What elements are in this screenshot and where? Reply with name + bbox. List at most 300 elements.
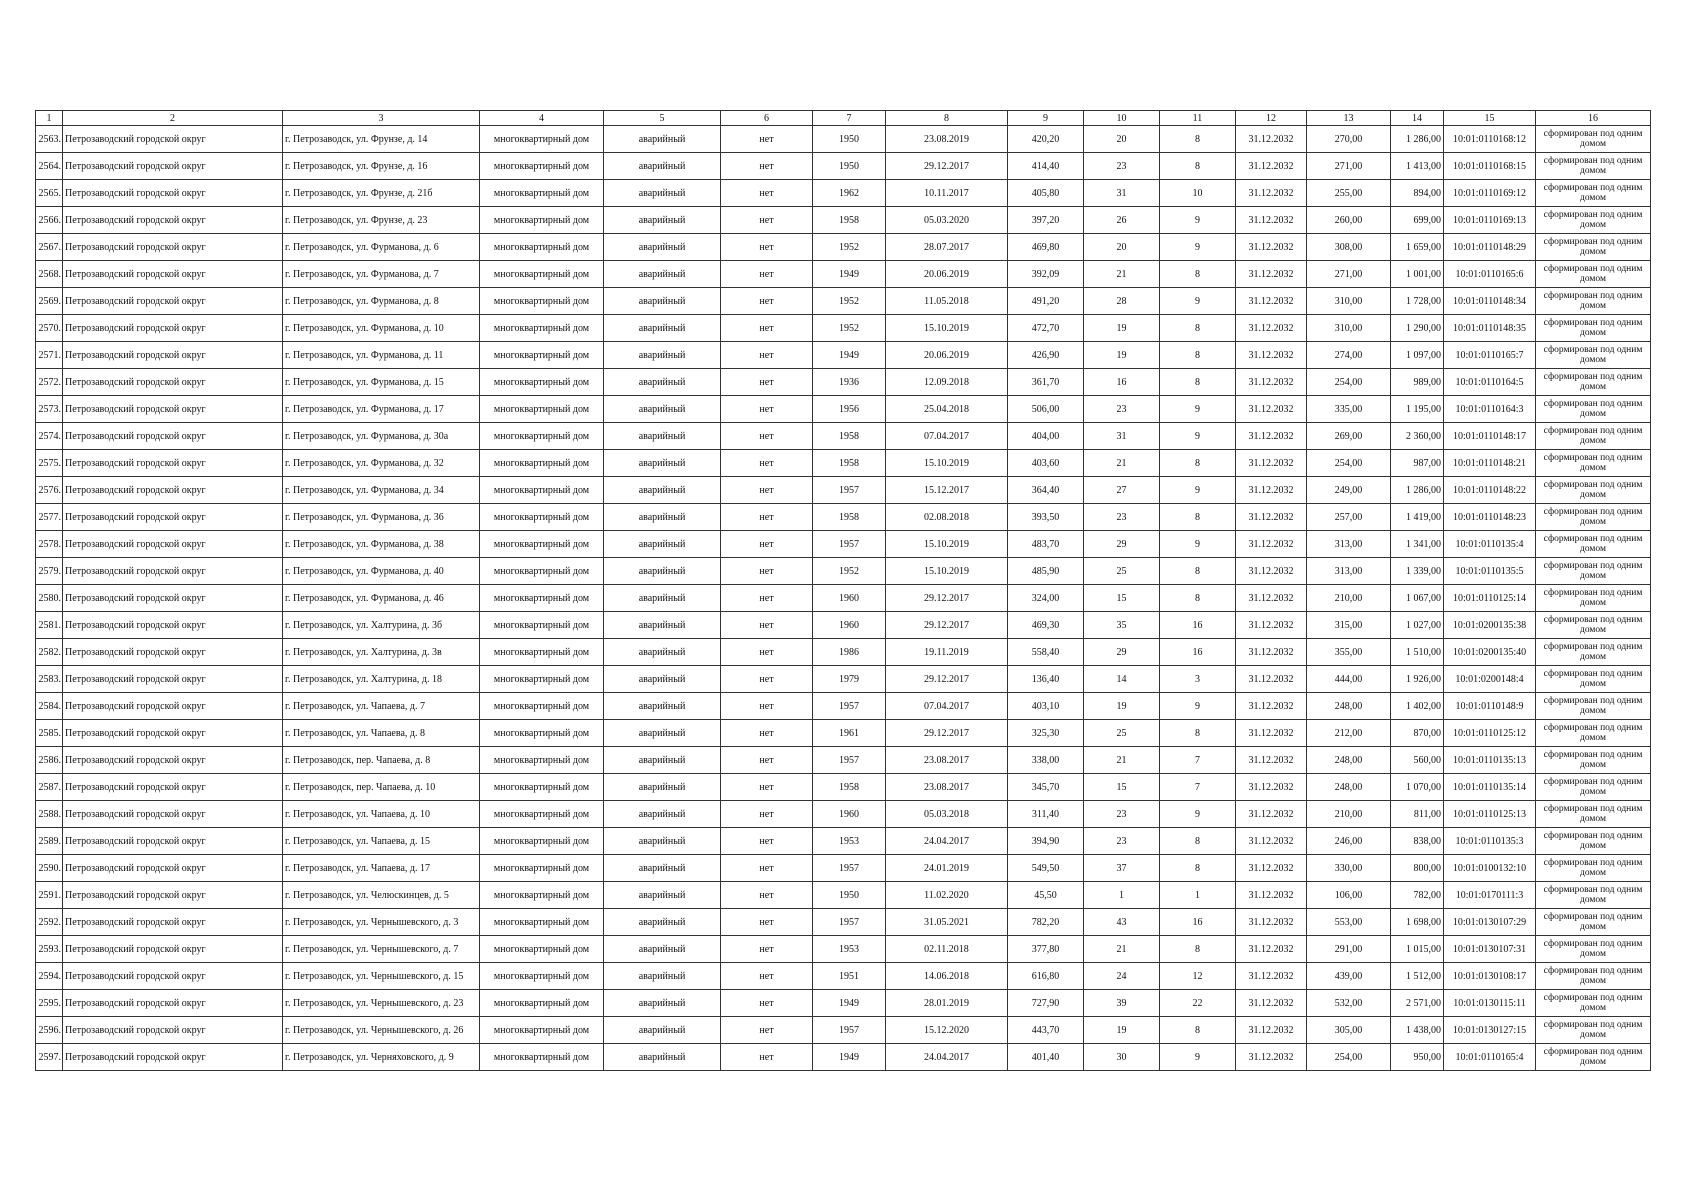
- table-cell-col-4: многоквартирный дом: [480, 153, 604, 180]
- table-cell-col-13: 249,00: [1307, 477, 1391, 504]
- table-cell-col-14: 800,00: [1391, 855, 1444, 882]
- table-cell-col-14: 989,00: [1391, 369, 1444, 396]
- table-cell-col-1: 2572.: [36, 369, 63, 396]
- table-cell-col-4: многоквартирный дом: [480, 990, 604, 1017]
- table-cell-col-5: аварийный: [604, 180, 721, 207]
- table-cell-col-10: 28: [1084, 288, 1160, 315]
- table-cell-col-3: г. Петрозаводск, ул. Чернышевского, д. 26: [283, 1017, 480, 1044]
- table-cell-col-3: г. Петрозаводск, ул. Фурманова, д. 36: [283, 504, 480, 531]
- column-header-2: 2: [63, 111, 283, 126]
- table-cell-col-7: 1958: [813, 504, 886, 531]
- table-cell-col-3: г. Петрозаводск, ул. Челюскинцев, д. 5: [283, 882, 480, 909]
- table-cell-col-13: 248,00: [1307, 747, 1391, 774]
- table-cell-col-2: Петрозаводский городской округ: [63, 126, 283, 153]
- table-cell-col-16: сформирован под одним домом: [1536, 288, 1651, 315]
- table-row: [36, 882, 1651, 909]
- table-cell-col-1: 2593.: [36, 936, 63, 963]
- table-cell-col-16: сформирован под одним домом: [1536, 126, 1651, 153]
- table-cell-col-11: 8: [1160, 720, 1236, 747]
- table-cell-col-11: 9: [1160, 288, 1236, 315]
- table-cell-col-16: сформирован под одним домом: [1536, 342, 1651, 369]
- table-cell-col-12: 31.12.2032: [1236, 423, 1307, 450]
- table-cell-col-10: 31: [1084, 180, 1160, 207]
- table-cell-col-3: г. Петрозаводск, ул. Фрунзе, д. 16: [283, 153, 480, 180]
- table-cell-col-11: 8: [1160, 828, 1236, 855]
- table-cell-col-11: 8: [1160, 126, 1236, 153]
- table-cell-col-3: г. Петрозаводск, ул. Фурманова, д. 38: [283, 531, 480, 558]
- table-cell-col-15: 10:01:0110165:7: [1444, 342, 1536, 369]
- table-row: [36, 207, 1651, 234]
- table-cell-col-1: 2568.: [36, 261, 63, 288]
- table-cell-col-14: 1 286,00: [1391, 126, 1444, 153]
- table-cell-col-4: многоквартирный дом: [480, 828, 604, 855]
- table-cell-col-9: 45,50: [1008, 882, 1084, 909]
- table-cell-col-12: 31.12.2032: [1236, 126, 1307, 153]
- table-cell-col-3: г. Петрозаводск, ул. Чернышевского, д. 3: [283, 909, 480, 936]
- table-cell-col-10: 21: [1084, 747, 1160, 774]
- table-row: [36, 585, 1651, 612]
- table-cell-col-2: Петрозаводский городской округ: [63, 207, 283, 234]
- table-cell-col-13: 257,00: [1307, 504, 1391, 531]
- table-cell-col-9: 469,30: [1008, 612, 1084, 639]
- table-cell-col-9: 782,20: [1008, 909, 1084, 936]
- table-cell-col-2: Петрозаводский городской округ: [63, 855, 283, 882]
- table-cell-col-9: 403,10: [1008, 693, 1084, 720]
- column-header-11: 11: [1160, 111, 1236, 126]
- table-cell-col-7: 1960: [813, 612, 886, 639]
- table-cell-col-6: нет: [721, 369, 813, 396]
- table-cell-col-11: 8: [1160, 558, 1236, 585]
- table-cell-col-10: 23: [1084, 801, 1160, 828]
- table-cell-col-7: 1957: [813, 477, 886, 504]
- table-cell-col-1: 2586.: [36, 747, 63, 774]
- column-header-6: 6: [721, 111, 813, 126]
- table-cell-col-15: 10:01:0130107:31: [1444, 936, 1536, 963]
- table-cell-col-2: Петрозаводский городской округ: [63, 639, 283, 666]
- table-cell-col-7: 1957: [813, 747, 886, 774]
- table-cell-col-9: 485,90: [1008, 558, 1084, 585]
- table-cell-col-6: нет: [721, 1044, 813, 1071]
- table-cell-col-3: г. Петрозаводск, ул. Халтурина, д. 18: [283, 666, 480, 693]
- table-cell-col-1: 2566.: [36, 207, 63, 234]
- table-cell-col-12: 31.12.2032: [1236, 396, 1307, 423]
- table-cell-col-4: многоквартирный дом: [480, 585, 604, 612]
- table-cell-col-10: 31: [1084, 423, 1160, 450]
- table-cell-col-12: 31.12.2032: [1236, 666, 1307, 693]
- table-cell-col-13: 310,00: [1307, 315, 1391, 342]
- table-row: [36, 450, 1651, 477]
- table-cell-col-10: 20: [1084, 234, 1160, 261]
- table-cell-col-13: 532,00: [1307, 990, 1391, 1017]
- table-row: [36, 1044, 1651, 1071]
- table-cell-col-11: 12: [1160, 963, 1236, 990]
- table-cell-col-13: 210,00: [1307, 801, 1391, 828]
- table-row: [36, 747, 1651, 774]
- table-cell-col-12: 31.12.2032: [1236, 207, 1307, 234]
- table-cell-col-10: 21: [1084, 261, 1160, 288]
- table-cell-col-13: 254,00: [1307, 369, 1391, 396]
- table-row: [36, 639, 1651, 666]
- table-cell-col-3: г. Петрозаводск, ул. Чернышевского, д. 23: [283, 990, 480, 1017]
- table-cell-col-8: 29.12.2017: [886, 720, 1008, 747]
- table-cell-col-4: многоквартирный дом: [480, 396, 604, 423]
- table-cell-col-11: 8: [1160, 369, 1236, 396]
- table-cell-col-4: многоквартирный дом: [480, 1017, 604, 1044]
- table-cell-col-14: 1 698,00: [1391, 909, 1444, 936]
- table-cell-col-1: 2590.: [36, 855, 63, 882]
- table-cell-col-3: г. Петрозаводск, ул. Фурманова, д. 6: [283, 234, 480, 261]
- table-cell-col-14: 1 027,00: [1391, 612, 1444, 639]
- table-cell-col-7: 1953: [813, 936, 886, 963]
- table-cell-col-8: 05.03.2020: [886, 207, 1008, 234]
- table-cell-col-9: 397,20: [1008, 207, 1084, 234]
- table-cell-col-10: 25: [1084, 720, 1160, 747]
- table-cell-col-11: 1: [1160, 882, 1236, 909]
- table-cell-col-9: 324,00: [1008, 585, 1084, 612]
- table-cell-col-4: многоквартирный дом: [480, 261, 604, 288]
- table-cell-col-11: 8: [1160, 855, 1236, 882]
- table-cell-col-12: 31.12.2032: [1236, 936, 1307, 963]
- table-cell-col-4: многоквартирный дом: [480, 504, 604, 531]
- table-cell-col-2: Петрозаводский городской округ: [63, 450, 283, 477]
- table-cell-col-16: сформирован под одним домом: [1536, 855, 1651, 882]
- table-row: [36, 558, 1651, 585]
- table-cell-col-15: 10:01:0130115:11: [1444, 990, 1536, 1017]
- table-cell-col-12: 31.12.2032: [1236, 909, 1307, 936]
- table-cell-col-6: нет: [721, 153, 813, 180]
- table-cell-col-6: нет: [721, 342, 813, 369]
- table-cell-col-13: 313,00: [1307, 558, 1391, 585]
- table-cell-col-7: 1952: [813, 288, 886, 315]
- table-cell-col-15: 10:01:0110125:14: [1444, 585, 1536, 612]
- table-cell-col-12: 31.12.2032: [1236, 315, 1307, 342]
- table-cell-col-10: 23: [1084, 396, 1160, 423]
- table-cell-col-2: Петрозаводский городской округ: [63, 531, 283, 558]
- table-cell-col-16: сформирован под одним домом: [1536, 423, 1651, 450]
- table-cell-col-16: сформирован под одним домом: [1536, 1044, 1651, 1071]
- column-header-12: 12: [1236, 111, 1307, 126]
- table-cell-col-15: 10:01:0200135:38: [1444, 612, 1536, 639]
- table-cell-col-5: аварийный: [604, 1044, 721, 1071]
- table-row: [36, 126, 1651, 153]
- table-cell-col-15: 10:01:0110135:13: [1444, 747, 1536, 774]
- table-cell-col-4: многоквартирный дом: [480, 558, 604, 585]
- table-header: [36, 111, 1651, 126]
- table-cell-col-14: 1 926,00: [1391, 666, 1444, 693]
- table-cell-col-1: 2581.: [36, 612, 63, 639]
- table-cell-col-4: многоквартирный дом: [480, 666, 604, 693]
- table-cell-col-15: 10:01:0130127:15: [1444, 1017, 1536, 1044]
- table-cell-col-11: 8: [1160, 342, 1236, 369]
- table-cell-col-15: 10:01:0110148:29: [1444, 234, 1536, 261]
- table-cell-col-7: 1957: [813, 909, 886, 936]
- table-cell-col-6: нет: [721, 261, 813, 288]
- table-cell-col-11: 8: [1160, 936, 1236, 963]
- table-row: [36, 1017, 1651, 1044]
- table-row: [36, 774, 1651, 801]
- table-row: [36, 693, 1651, 720]
- table-cell-col-1: 2597.: [36, 1044, 63, 1071]
- table-cell-col-13: 248,00: [1307, 774, 1391, 801]
- table-cell-col-7: 1949: [813, 990, 886, 1017]
- table-cell-col-1: 2574.: [36, 423, 63, 450]
- table-cell-col-12: 31.12.2032: [1236, 477, 1307, 504]
- table-cell-col-3: г. Петрозаводск, ул. Фурманова, д. 32: [283, 450, 480, 477]
- table-cell-col-3: г. Петрозаводск, ул. Чернышевского, д. 7: [283, 936, 480, 963]
- table-cell-col-2: Петрозаводский городской округ: [63, 288, 283, 315]
- table-cell-col-15: 10:01:0110148:34: [1444, 288, 1536, 315]
- table-cell-col-14: 1 402,00: [1391, 693, 1444, 720]
- table-cell-col-7: 1950: [813, 126, 886, 153]
- table-cell-col-12: 31.12.2032: [1236, 693, 1307, 720]
- table-cell-col-5: аварийный: [604, 315, 721, 342]
- table-cell-col-3: г. Петрозаводск, ул. Халтурина, д. 3в: [283, 639, 480, 666]
- table-cell-col-7: 1960: [813, 801, 886, 828]
- table-cell-col-16: сформирован под одним домом: [1536, 801, 1651, 828]
- table-cell-col-12: 31.12.2032: [1236, 180, 1307, 207]
- table-cell-col-4: многоквартирный дом: [480, 747, 604, 774]
- table-cell-col-4: многоквартирный дом: [480, 909, 604, 936]
- table-cell-col-8: 29.12.2017: [886, 153, 1008, 180]
- table-cell-col-8: 15.10.2019: [886, 531, 1008, 558]
- table-cell-col-5: аварийный: [604, 558, 721, 585]
- table-cell-col-10: 29: [1084, 531, 1160, 558]
- table-cell-col-13: 444,00: [1307, 666, 1391, 693]
- table-cell-col-9: 394,90: [1008, 828, 1084, 855]
- table-cell-col-4: многоквартирный дом: [480, 855, 604, 882]
- table-cell-col-10: 19: [1084, 315, 1160, 342]
- table-cell-col-5: аварийный: [604, 990, 721, 1017]
- table-cell-col-6: нет: [721, 855, 813, 882]
- table-cell-col-5: аварийный: [604, 450, 721, 477]
- table-cell-col-11: 8: [1160, 315, 1236, 342]
- table-cell-col-3: г. Петрозаводск, пер. Чапаева, д. 8: [283, 747, 480, 774]
- table-cell-col-9: 483,70: [1008, 531, 1084, 558]
- table-cell-col-2: Петрозаводский городской округ: [63, 801, 283, 828]
- column-header-4: 4: [480, 111, 604, 126]
- table-cell-col-14: 838,00: [1391, 828, 1444, 855]
- table-cell-col-1: 2588.: [36, 801, 63, 828]
- table-cell-col-16: сформирован под одним домом: [1536, 1017, 1651, 1044]
- table-cell-col-4: многоквартирный дом: [480, 963, 604, 990]
- table-row: [36, 936, 1651, 963]
- table-cell-col-5: аварийный: [604, 234, 721, 261]
- table-cell-col-3: г. Петрозаводск, ул. Чапаева, д. 7: [283, 693, 480, 720]
- table-cell-col-14: 1 413,00: [1391, 153, 1444, 180]
- table-cell-col-6: нет: [721, 828, 813, 855]
- table-cell-col-14: 870,00: [1391, 720, 1444, 747]
- table-body: [36, 126, 1651, 1071]
- table-cell-col-8: 15.12.2017: [886, 477, 1008, 504]
- table-cell-col-2: Петрозаводский городской округ: [63, 234, 283, 261]
- table-cell-col-14: 2 360,00: [1391, 423, 1444, 450]
- table-cell-col-13: 274,00: [1307, 342, 1391, 369]
- table-cell-col-14: 1 438,00: [1391, 1017, 1444, 1044]
- table-cell-col-2: Петрозаводский городской округ: [63, 396, 283, 423]
- table-cell-col-16: сформирован под одним домом: [1536, 207, 1651, 234]
- table-cell-col-11: 8: [1160, 261, 1236, 288]
- table-cell-col-9: 404,00: [1008, 423, 1084, 450]
- table-cell-col-16: сформирован под одним домом: [1536, 963, 1651, 990]
- table-cell-col-13: 291,00: [1307, 936, 1391, 963]
- table-cell-col-7: 1958: [813, 207, 886, 234]
- table-cell-col-12: 31.12.2032: [1236, 558, 1307, 585]
- table-cell-col-2: Петрозаводский городской округ: [63, 558, 283, 585]
- table-cell-col-7: 1952: [813, 234, 886, 261]
- table-cell-col-2: Петрозаводский городской округ: [63, 1017, 283, 1044]
- table-cell-col-1: 2578.: [36, 531, 63, 558]
- table-cell-col-16: сформирован под одним домом: [1536, 153, 1651, 180]
- table-cell-col-16: сформирован под одним домом: [1536, 693, 1651, 720]
- table-cell-col-8: 28.07.2017: [886, 234, 1008, 261]
- table-cell-col-6: нет: [721, 585, 813, 612]
- table-cell-col-8: 25.04.2018: [886, 396, 1008, 423]
- table-cell-col-16: сформирован под одним домом: [1536, 477, 1651, 504]
- table-cell-col-3: г. Петрозаводск, ул. Фурманова, д. 46: [283, 585, 480, 612]
- column-header-15: 15: [1444, 111, 1536, 126]
- table-cell-col-3: г. Петрозаводск, ул. Фурманова, д. 17: [283, 396, 480, 423]
- table-cell-col-7: 1957: [813, 855, 886, 882]
- table-cell-col-4: многоквартирный дом: [480, 288, 604, 315]
- table-cell-col-2: Петрозаводский городской округ: [63, 504, 283, 531]
- table-cell-col-10: 25: [1084, 558, 1160, 585]
- table-cell-col-1: 2563.: [36, 126, 63, 153]
- table-cell-col-16: сформирован под одним домом: [1536, 531, 1651, 558]
- table-cell-col-5: аварийный: [604, 882, 721, 909]
- table-cell-col-7: 1952: [813, 558, 886, 585]
- table-cell-col-9: 443,70: [1008, 1017, 1084, 1044]
- table-cell-col-10: 37: [1084, 855, 1160, 882]
- table-cell-col-14: 2 571,00: [1391, 990, 1444, 1017]
- table-cell-col-14: 1 659,00: [1391, 234, 1444, 261]
- table-cell-col-8: 15.10.2019: [886, 315, 1008, 342]
- table-cell-col-9: 401,40: [1008, 1044, 1084, 1071]
- table-cell-col-1: 2565.: [36, 180, 63, 207]
- table-cell-col-12: 31.12.2032: [1236, 747, 1307, 774]
- table-cell-col-3: г. Петрозаводск, ул. Фурманова, д. 10: [283, 315, 480, 342]
- table-cell-col-8: 31.05.2021: [886, 909, 1008, 936]
- table-cell-col-2: Петрозаводский городской округ: [63, 153, 283, 180]
- table-cell-col-6: нет: [721, 639, 813, 666]
- table-cell-col-3: г. Петрозаводск, ул. Фрунзе, д. 14: [283, 126, 480, 153]
- table-cell-col-2: Петрозаводский городской округ: [63, 369, 283, 396]
- table-cell-col-13: 106,00: [1307, 882, 1391, 909]
- table-cell-col-9: 472,70: [1008, 315, 1084, 342]
- table-cell-col-5: аварийный: [604, 477, 721, 504]
- table-cell-col-1: 2567.: [36, 234, 63, 261]
- table-cell-col-8: 07.04.2017: [886, 693, 1008, 720]
- table-cell-col-8: 07.04.2017: [886, 423, 1008, 450]
- table-cell-col-12: 31.12.2032: [1236, 882, 1307, 909]
- table-cell-col-1: 2573.: [36, 396, 63, 423]
- table-cell-col-1: 2592.: [36, 909, 63, 936]
- table-cell-col-8: 23.08.2019: [886, 126, 1008, 153]
- table-cell-col-1: 2570.: [36, 315, 63, 342]
- table-cell-col-6: нет: [721, 612, 813, 639]
- table-cell-col-14: 1 419,00: [1391, 504, 1444, 531]
- column-header-9: 9: [1008, 111, 1084, 126]
- table-cell-col-3: г. Петрозаводск, ул. Фурманова, д. 30а: [283, 423, 480, 450]
- table-cell-col-9: 616,80: [1008, 963, 1084, 990]
- table-cell-col-4: многоквартирный дом: [480, 342, 604, 369]
- table-cell-col-4: многоквартирный дом: [480, 693, 604, 720]
- table-cell-col-11: 8: [1160, 504, 1236, 531]
- table-cell-col-12: 31.12.2032: [1236, 504, 1307, 531]
- table-cell-col-6: нет: [721, 396, 813, 423]
- table-cell-col-6: нет: [721, 450, 813, 477]
- table-cell-col-7: 1949: [813, 261, 886, 288]
- table-cell-col-8: 11.05.2018: [886, 288, 1008, 315]
- table-cell-col-9: 311,40: [1008, 801, 1084, 828]
- table-cell-col-16: сформирован под одним домом: [1536, 585, 1651, 612]
- table-cell-col-12: 31.12.2032: [1236, 1017, 1307, 1044]
- table-cell-col-16: сформирован под одним домом: [1536, 612, 1651, 639]
- table-cell-col-3: г. Петрозаводск, ул. Фурманова, д. 8: [283, 288, 480, 315]
- table-cell-col-4: многоквартирный дом: [480, 450, 604, 477]
- column-header-5: 5: [604, 111, 721, 126]
- table-row: [36, 801, 1651, 828]
- table-cell-col-9: 414,40: [1008, 153, 1084, 180]
- table-cell-col-7: 1956: [813, 396, 886, 423]
- table-cell-col-4: многоквартирный дом: [480, 801, 604, 828]
- table-row: [36, 909, 1651, 936]
- table-cell-col-10: 15: [1084, 774, 1160, 801]
- table-cell-col-14: 1 195,00: [1391, 396, 1444, 423]
- table-cell-col-4: многоквартирный дом: [480, 477, 604, 504]
- table-cell-col-13: 260,00: [1307, 207, 1391, 234]
- table-cell-col-6: нет: [721, 531, 813, 558]
- table-cell-col-14: 1 067,00: [1391, 585, 1444, 612]
- table-cell-col-12: 31.12.2032: [1236, 288, 1307, 315]
- table-cell-col-12: 31.12.2032: [1236, 1044, 1307, 1071]
- table-cell-col-13: 254,00: [1307, 1044, 1391, 1071]
- table-cell-col-13: 308,00: [1307, 234, 1391, 261]
- table-cell-col-1: 2577.: [36, 504, 63, 531]
- table-cell-col-15: 10:01:0110148:9: [1444, 693, 1536, 720]
- column-header-7: 7: [813, 111, 886, 126]
- table-cell-col-16: сформирован под одним домом: [1536, 720, 1651, 747]
- table-cell-col-16: сформирован под одним домом: [1536, 558, 1651, 585]
- table-cell-col-14: 1 097,00: [1391, 342, 1444, 369]
- table-cell-col-11: 8: [1160, 585, 1236, 612]
- table-cell-col-13: 305,00: [1307, 1017, 1391, 1044]
- table-cell-col-10: 1: [1084, 882, 1160, 909]
- table-cell-col-7: 1952: [813, 315, 886, 342]
- table-cell-col-9: 506,00: [1008, 396, 1084, 423]
- table-cell-col-9: 469,80: [1008, 234, 1084, 261]
- table-cell-col-7: 1957: [813, 1017, 886, 1044]
- table-cell-col-12: 31.12.2032: [1236, 369, 1307, 396]
- table-cell-col-7: 1958: [813, 450, 886, 477]
- table-cell-col-15: 10:01:0110148:17: [1444, 423, 1536, 450]
- table-cell-col-15: 10:01:0110164:3: [1444, 396, 1536, 423]
- table-cell-col-5: аварийный: [604, 639, 721, 666]
- table-cell-col-16: сформирован под одним домом: [1536, 639, 1651, 666]
- table-cell-col-15: 10:01:0110168:15: [1444, 153, 1536, 180]
- table-cell-col-15: 10:01:0110135:3: [1444, 828, 1536, 855]
- table-cell-col-5: аварийный: [604, 693, 721, 720]
- table-cell-col-12: 31.12.2032: [1236, 639, 1307, 666]
- table-cell-col-14: 699,00: [1391, 207, 1444, 234]
- table-cell-col-13: 439,00: [1307, 963, 1391, 990]
- table-cell-col-14: 1 341,00: [1391, 531, 1444, 558]
- table-cell-col-10: 21: [1084, 936, 1160, 963]
- table-row: [36, 234, 1651, 261]
- table-cell-col-11: 8: [1160, 153, 1236, 180]
- table-cell-col-9: 345,70: [1008, 774, 1084, 801]
- table-cell-col-1: 2585.: [36, 720, 63, 747]
- table-cell-col-5: аварийный: [604, 423, 721, 450]
